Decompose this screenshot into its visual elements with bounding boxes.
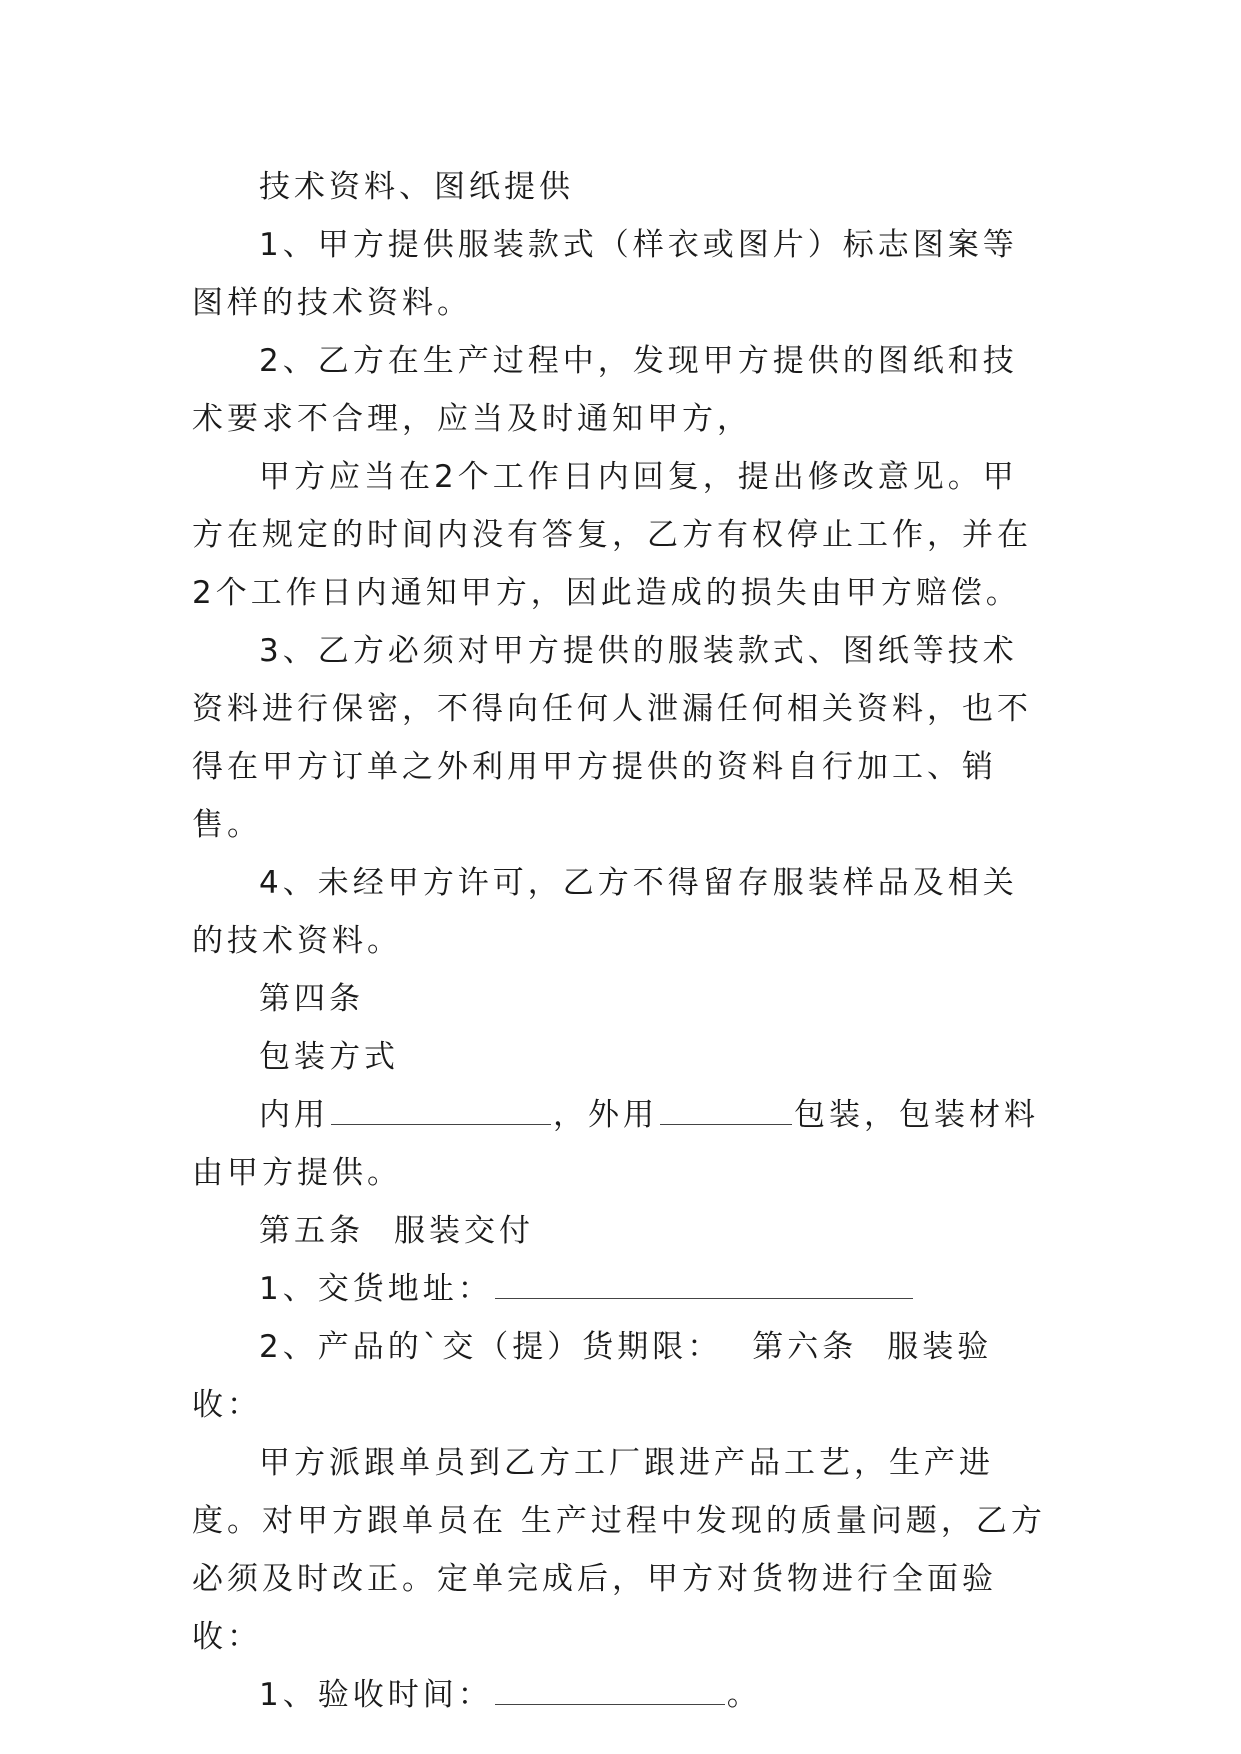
delivery-address-label: 1、交货地址： bbox=[259, 1271, 493, 1307]
acceptance-time-label: 1、验收时间： bbox=[259, 1677, 493, 1713]
delivery-address-line bbox=[192, 1260, 1048, 1318]
clause-paragraph: 3、乙方必须对甲方提供的服装款式、图纸等技术资料进行保密，不得向任何人泄漏任何相关资料，也不得在甲方订单之外利用甲方提供的资料自行加工、销售。 bbox=[192, 633, 1032, 843]
packaging-supplier-text: 包装，包装材料由甲方提供。 bbox=[192, 1097, 1039, 1191]
clause-paragraph: 甲方派跟单员到乙方工厂跟进产品工艺，生产进度。对甲方跟单员在 生产过程中发现的质量问题，乙方必须及时改正。定单完成后，甲方对货物进行全面验收： bbox=[192, 1445, 1046, 1655]
article-number: 第五条 bbox=[259, 1213, 364, 1249]
article-heading-5 bbox=[192, 1202, 1048, 1260]
packaging-inner-label: 内用 bbox=[259, 1097, 329, 1133]
article-title: 服装交付 bbox=[394, 1213, 534, 1249]
acceptance-time-blank[interactable] bbox=[495, 1670, 725, 1705]
delivery-deadline-label: 2、产品的`交（提）货期限： bbox=[259, 1329, 723, 1365]
clause-paragraph: 4、未经甲方许可，乙方不得留存服装样品及相关的技术资料。 bbox=[192, 865, 1018, 959]
article-title-packaging: 包装方式 bbox=[259, 1039, 399, 1075]
section-heading-tech-data: 技术资料、图纸提供 bbox=[259, 169, 574, 205]
outer-packaging-blank[interactable] bbox=[660, 1090, 792, 1125]
acceptance-time-end: 。 bbox=[726, 1677, 762, 1713]
article-number: 第六条 bbox=[752, 1329, 858, 1365]
clause-paragraph: 1、甲方提供服装款式（样衣或图片）标志图案等图样的技术资料。 bbox=[192, 227, 1018, 321]
packaging-clause bbox=[192, 1086, 1048, 1202]
delivery-deadline-line bbox=[192, 1318, 1048, 1434]
delivery-address-blank[interactable] bbox=[495, 1264, 913, 1299]
acceptance-time-line bbox=[192, 1666, 1048, 1724]
clause-paragraph: 2、乙方在生产过程中，发现甲方提供的图纸和技术要求不合理，应当及时通知甲方， bbox=[192, 343, 1018, 437]
article-heading-4: 第四条 bbox=[259, 981, 364, 1017]
inner-packaging-blank[interactable] bbox=[331, 1090, 551, 1125]
packaging-outer-label: ，外用 bbox=[553, 1097, 658, 1133]
article-title: 服装验收： bbox=[192, 1329, 993, 1423]
document-body bbox=[192, 158, 1048, 1724]
clause-paragraph: 甲方应当在2个工作日内回复，提出修改意见。甲方在规定的时间内没有答复，乙方有权停止工作，并在2个工作日内通知甲方，因此造成的损失由甲方赔偿。 bbox=[192, 459, 1032, 611]
